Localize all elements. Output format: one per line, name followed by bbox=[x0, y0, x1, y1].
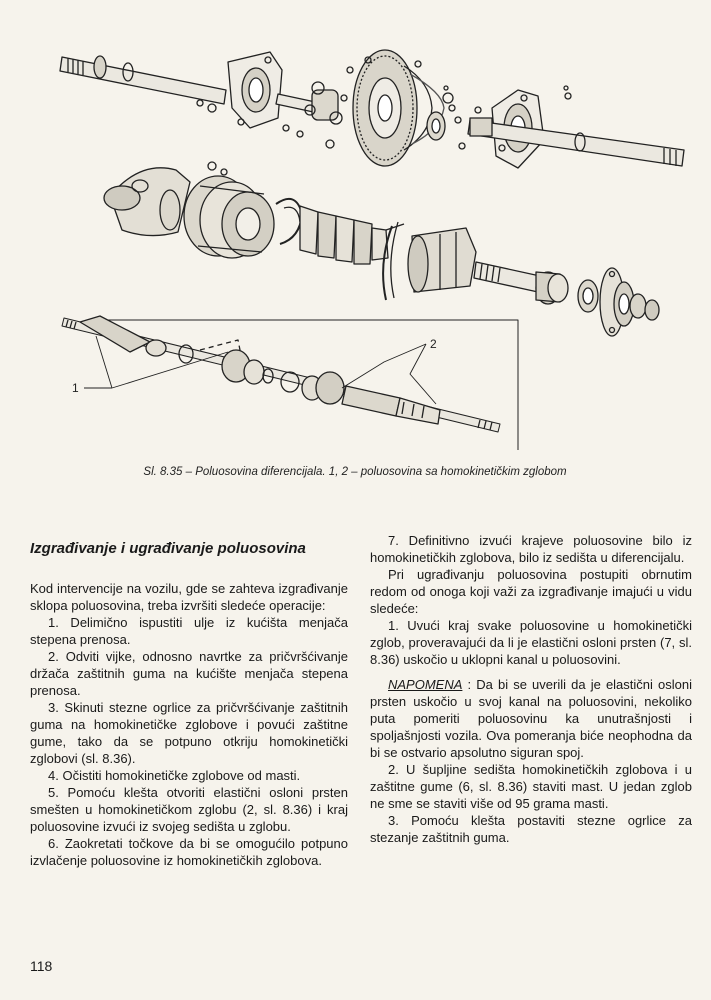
callout-number-2: 2 bbox=[430, 337, 437, 351]
assembled-drive-shaft bbox=[62, 316, 500, 432]
rubber-boot-bellows bbox=[300, 206, 388, 264]
page-number: 118 bbox=[30, 958, 53, 974]
figure-caption: Sl. 8.35 – Poluosovina diferencijala. 1, 2 – poluosovina sa homokinetičkim zglobom bbox=[143, 466, 567, 478]
removal-step-3: 3. Skinuti stezne ogrlice za pričvršćivanje zaštitnih guma na homokinetičke zglobove i povući zaštitne gume, tako da se potpuno otkriju homokinetički zglobovi (sl. 8.36). bbox=[30, 700, 348, 766]
removal-step-7: 7. Definitivno izvući krajeve poluosovine bilo iz homokinetičkih zglobova, bilo iz sedišta u diferencijalu. bbox=[370, 533, 692, 565]
top-left-half-shaft bbox=[60, 56, 226, 104]
cv-joint-housing-right bbox=[408, 228, 476, 292]
exploded-view-figure bbox=[0, 0, 711, 470]
assembly-step-3: 3. Pomoću klešta postaviti stezne ogrlice za stezanje zaštitnih guma. bbox=[370, 813, 692, 845]
intro-paragraph: Kod intervencije na vozilu, gde se zahteva izgrađivanje sklopa poluosovina, treba izvršiti sledeće operacije: bbox=[30, 581, 348, 613]
note-label: NAPOMENA bbox=[388, 677, 463, 692]
right-text-column bbox=[370, 532, 692, 846]
cv-joint-bearing-cage bbox=[184, 176, 274, 258]
tripod-joint bbox=[305, 82, 347, 148]
removal-step-5: 5. Pomoću klešta otvoriti elastični osloni prsten smešten u homokinetičkom zglobu (2, sl. 8.36) i kraj poluosovine izvući iz svojeg sedišta u zglobu. bbox=[30, 785, 348, 834]
note-text: : Da bi se uverili da je elastični osloni prsten uskočio u svoj kanal na poluosovini, nekoliko puta pomeriti poluosovinu ka unutrašnjosti i spoljašnjosti vozila. Ova pomeranja biće neophodna da bi se ostvario apsolutno siguran spoj. bbox=[370, 677, 692, 760]
removal-step-1: 1. Delimično ispustiti ulje iz kućišta menjača stepena prenosa. bbox=[30, 615, 348, 647]
middle-splined-shaft bbox=[474, 262, 568, 304]
wheel-hub-flange bbox=[578, 268, 659, 336]
removal-step-2: 2. Odviti vijke, odnosno navrtke za pričvršćivanje držača zaštitnih guma na kućište menjača stepena prenosa. bbox=[30, 649, 348, 698]
note-paragraph bbox=[370, 676, 692, 761]
removal-step-6: 6. Zaokretati točkove da bi se omogućilo potpuno izvlačenje poluosovine iz homokinetičkih zglobova. bbox=[30, 836, 348, 868]
assembly-step-2: 2. U šupljine sedišta homokinetičkih zglobova i u zaštitne gume (6, sl. 8.36) staviti mast. U jedan zglob ne sme se staviti više od 95 grama masti. bbox=[370, 762, 692, 811]
assembly-step-1: 1. Uvući kraj svake poluosovine u homokinetički zglob, proveravajući da li je elastični osloni prsten (7, sl. 8.36) uskočio u uklopni kanal u poluosovini. bbox=[370, 618, 692, 667]
section-heading: Izgrađivanje i ugrađivanje poluosovina bbox=[30, 540, 306, 557]
removal-step-4: 4. Očistiti homokinetičke zglobove od masti. bbox=[48, 768, 301, 783]
drive-shaft-illustration bbox=[0, 0, 711, 470]
assembly-intro: Pri ugrađivanju poluosovina postupiti obrnutim redom od onoga koji važi za izgrađivanje imajući u vidu sledeće: bbox=[370, 567, 692, 616]
callout-number-1: 1 bbox=[72, 381, 79, 395]
left-text-column bbox=[30, 532, 348, 869]
clamp-ring bbox=[276, 199, 302, 244]
differential-ring-gear bbox=[347, 50, 444, 166]
